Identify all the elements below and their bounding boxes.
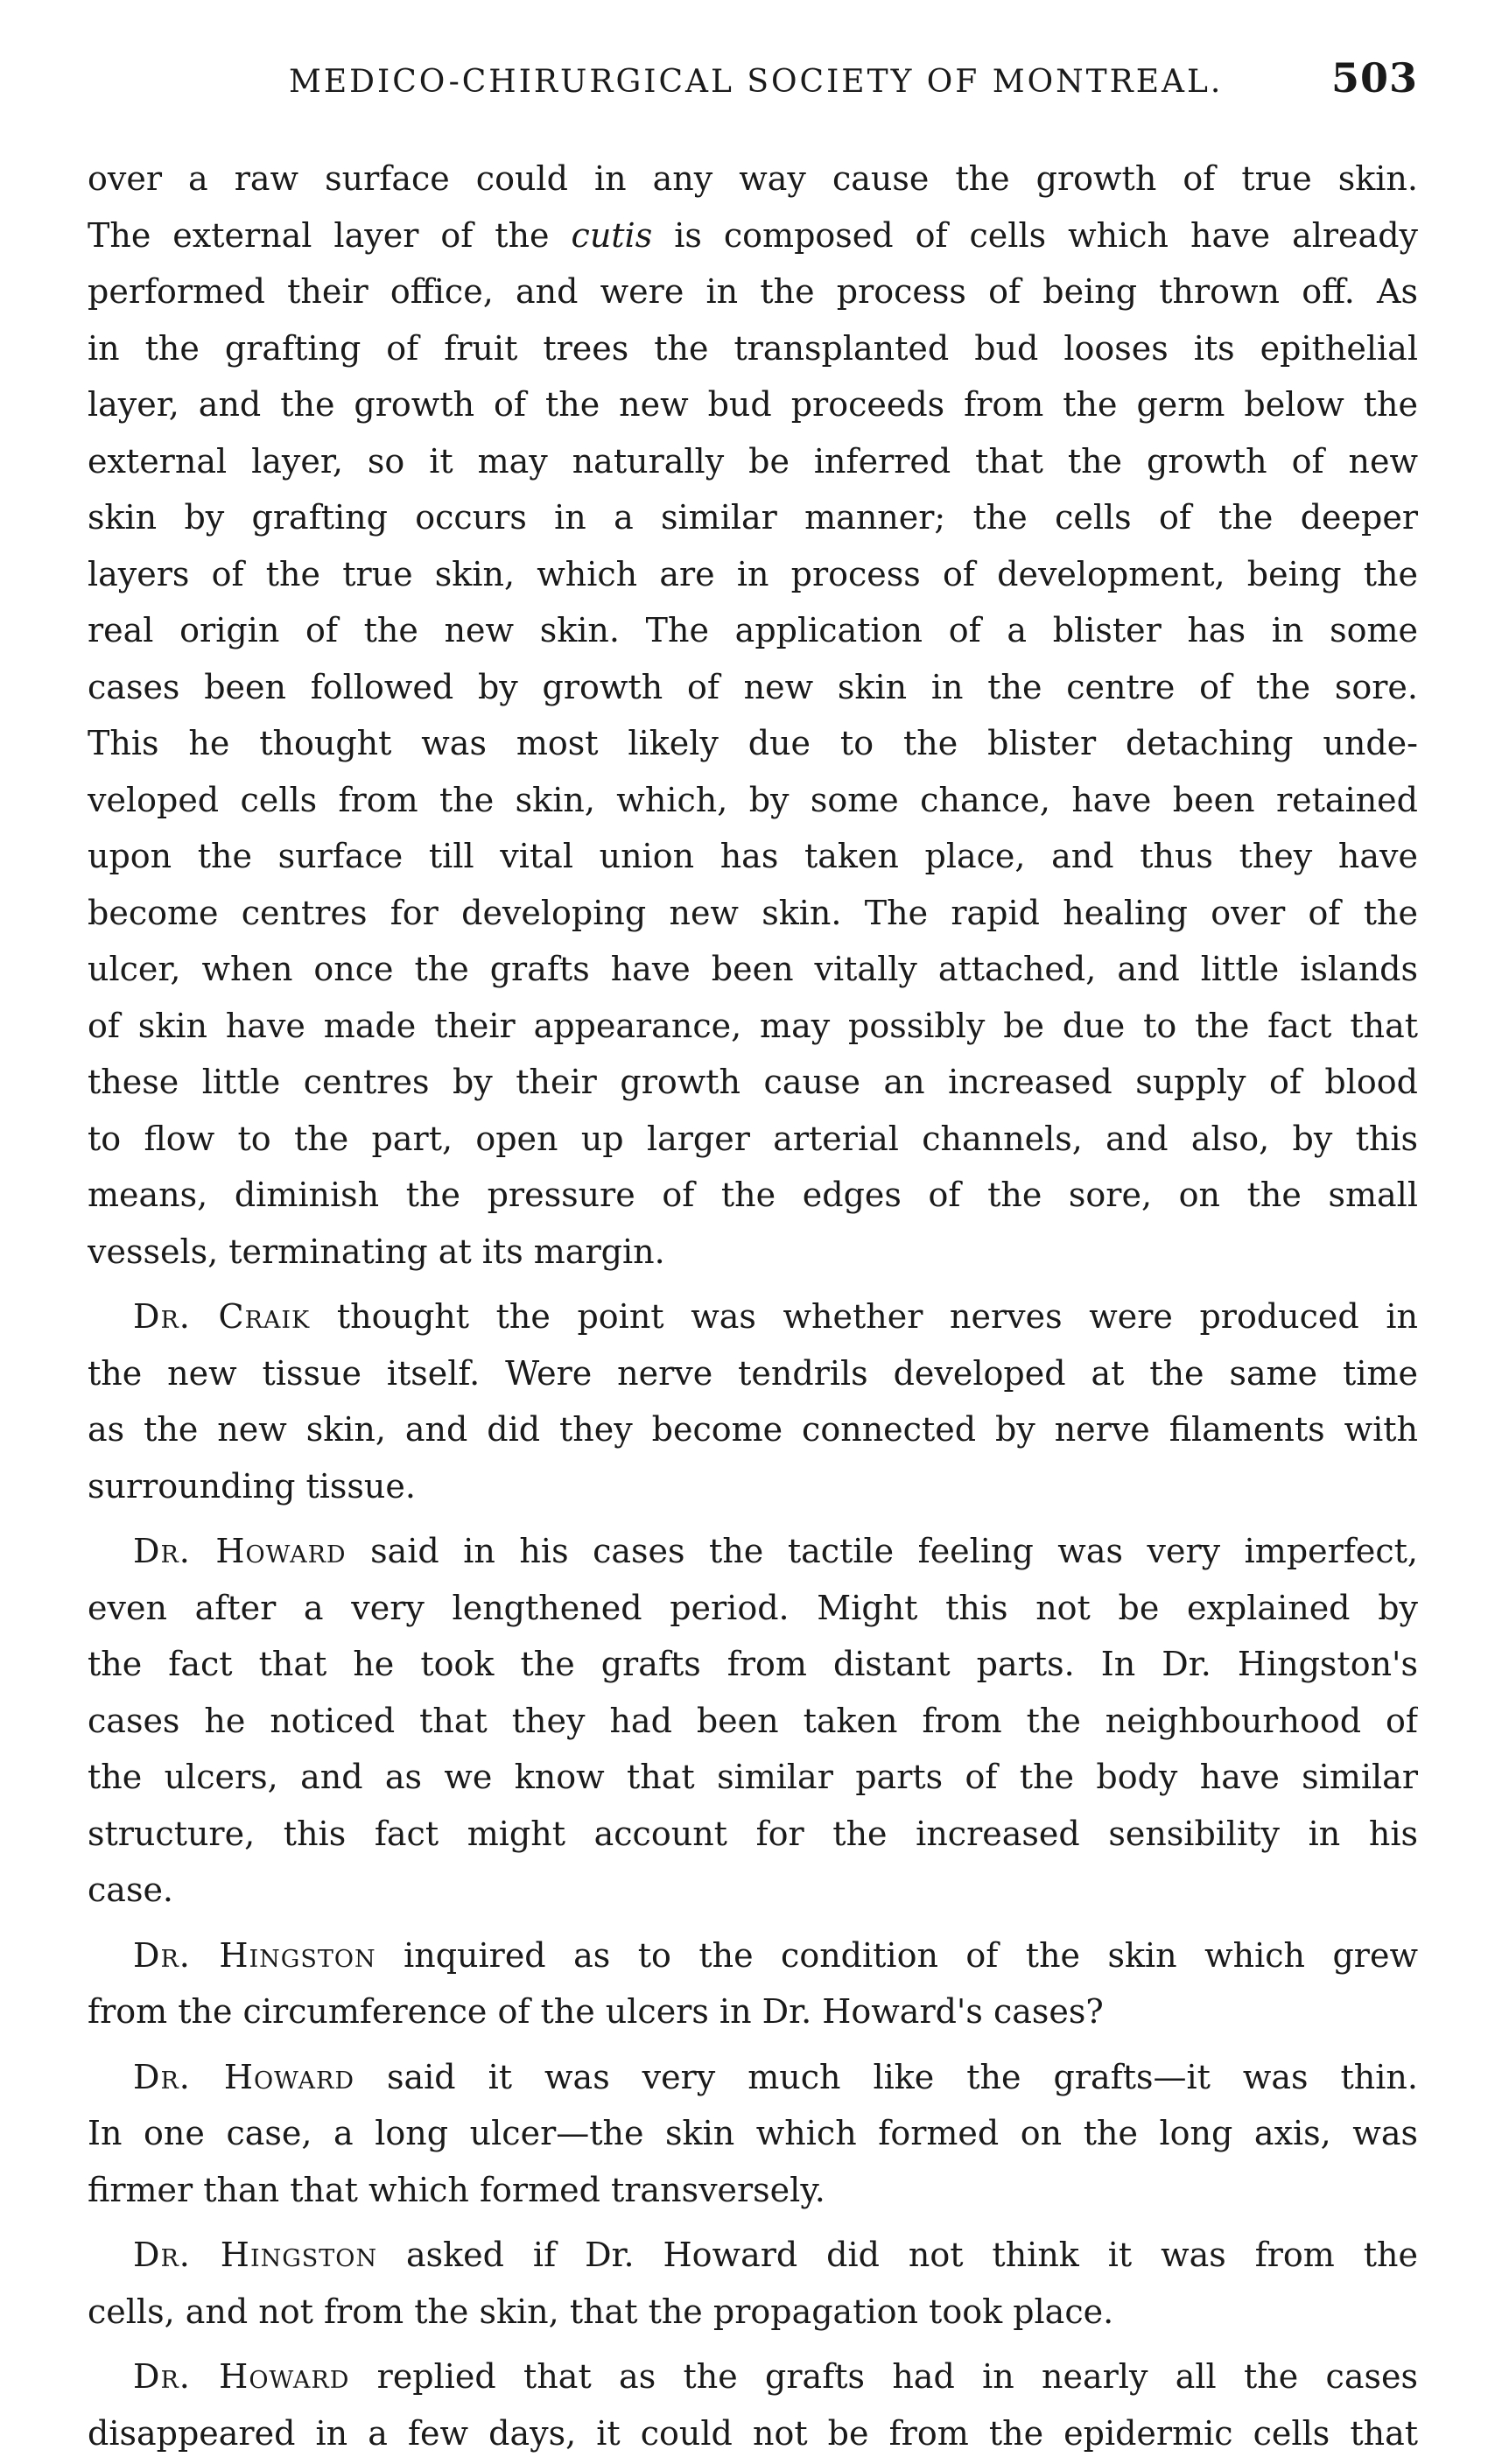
speaker-name: Dr. Craik bbox=[133, 1297, 311, 1336]
text-line: these little centres by their growth cause an increased supply of blood bbox=[88, 1063, 1418, 1101]
text-line: as the new skin, and did they become connected by nerve filaments with bbox=[88, 1410, 1418, 1449]
text-line: cases he noticed that they had been taken from the neighbourhood of bbox=[88, 1701, 1418, 1740]
text-line: skin by grafting occurs in a similar manner; the cells of the deeper bbox=[88, 498, 1418, 537]
text-line: structure, this fact might account for the increased sensibility in his bbox=[88, 1814, 1418, 1853]
speaker-name: Dr. Howard bbox=[133, 2357, 350, 2396]
speaker-name: Dr. Howard bbox=[133, 1532, 347, 1570]
text-line bbox=[88, 207, 1418, 264]
text-line: layer, and the growth of the new bud proceeds from the germ below the bbox=[88, 385, 1418, 424]
text-span: said it was very much like the grafts—it was thin. bbox=[354, 2057, 1418, 2096]
text-span: replied that as the grafts had in nearly all the cases bbox=[349, 2357, 1418, 2396]
text-span: The external layer of the bbox=[88, 215, 572, 255]
text-span: thought the point was whether nerves were produced in bbox=[310, 1297, 1418, 1336]
italic-term-cutis: cutis bbox=[571, 215, 653, 255]
text-line bbox=[88, 2348, 1418, 2405]
text-line: the new tissue itself. Were nerve tendrils developed at the same time bbox=[88, 1353, 1418, 1393]
text-line: over a raw surface could in any way cause the growth of true skin. bbox=[88, 159, 1418, 198]
text-line bbox=[88, 2049, 1418, 2106]
text-line: means, diminish the pressure of the edges of the sore, on the small bbox=[88, 1176, 1418, 1214]
speaker-name: Dr. Hingston bbox=[133, 2236, 378, 2274]
text-line: external layer, so it may naturally be inferred that the growth of new bbox=[88, 441, 1418, 481]
text-line: layers of the true skin, which are in process of development, being the bbox=[88, 554, 1418, 593]
text-line: In one case, a long ulcer—the skin which formed on the long axis, was bbox=[88, 2114, 1418, 2152]
page-number: 503 bbox=[1330, 54, 1418, 102]
text-line: ulcer, when once the grafts have been vitally attached, and little islands bbox=[88, 950, 1418, 988]
text-line bbox=[88, 1288, 1418, 1345]
text-line: even after a very lengthened period. Might this not be explained by bbox=[88, 1588, 1418, 1627]
text-line: upon the surface till vital union has taken place, and thus they have bbox=[88, 837, 1418, 875]
text-line: from the circumference of the ulcers in Dr. Howard's cases? bbox=[88, 1992, 1104, 2031]
text-line: vessels, terminating at its margin. bbox=[88, 1232, 665, 1271]
text-line: This he thought was most likely due to the blister detaching unde- bbox=[88, 724, 1418, 762]
text-line: in the grafting of fruit trees the transplanted bud looses its epithelial bbox=[88, 328, 1418, 368]
text-line: cases been followed by growth of new skin in the centre of the sore. bbox=[88, 667, 1418, 706]
text-line: of skin have made their appearance, may possibly be due to the fact that bbox=[88, 1006, 1418, 1045]
text-span: inquired as to the condition of the skin which grew bbox=[376, 1935, 1418, 1975]
text-line bbox=[88, 2227, 1418, 2284]
text-line: disappeared in a few days, it could not be from the epidermic cells that bbox=[88, 2413, 1418, 2453]
running-title: MEDICO-CHIRURGICAL SOCIETY OF MONTREAL. bbox=[289, 64, 1224, 100]
text-line: firmer than that which formed transversely. bbox=[88, 2170, 825, 2209]
text-line: the fact that he took the grafts from distant parts. In Dr. Hingston's bbox=[88, 1645, 1418, 1683]
body-text bbox=[88, 151, 1418, 2461]
text-line: case. bbox=[88, 1871, 174, 1909]
text-span: asked if Dr. Howard did not think it was from the bbox=[377, 2236, 1418, 2274]
text-span: is composed of cells which have already bbox=[652, 215, 1418, 255]
text-line bbox=[88, 1927, 1418, 1984]
speaker-name: Dr. Howard bbox=[133, 2057, 355, 2096]
text-line: to flow to the part, open up larger arterial channels, and also, by this bbox=[88, 1119, 1418, 1158]
text-line: performed their office, and were in the process of being thrown off. As bbox=[88, 272, 1418, 311]
text-line: surrounding tissue. bbox=[88, 1466, 416, 1506]
text-line bbox=[88, 1523, 1418, 1580]
text-line: real origin of the new skin. The application of a blister has in some bbox=[88, 611, 1418, 649]
text-span: said in his cases the tactile feeling was very imperfect, bbox=[346, 1532, 1418, 1570]
text-line: become centres for developing new skin. The rapid healing over of the bbox=[88, 893, 1418, 932]
page-header bbox=[289, 54, 1418, 116]
text-line: veloped cells from the skin, which, by some chance, have been retained bbox=[88, 780, 1418, 819]
text-line: the ulcers, and as we know that similar parts of the body have similar bbox=[88, 1758, 1418, 1796]
speaker-name: Dr. Hingston bbox=[133, 1935, 376, 1975]
text-line: cells, and not from the skin, that the propagation took place. bbox=[88, 2292, 1114, 2331]
